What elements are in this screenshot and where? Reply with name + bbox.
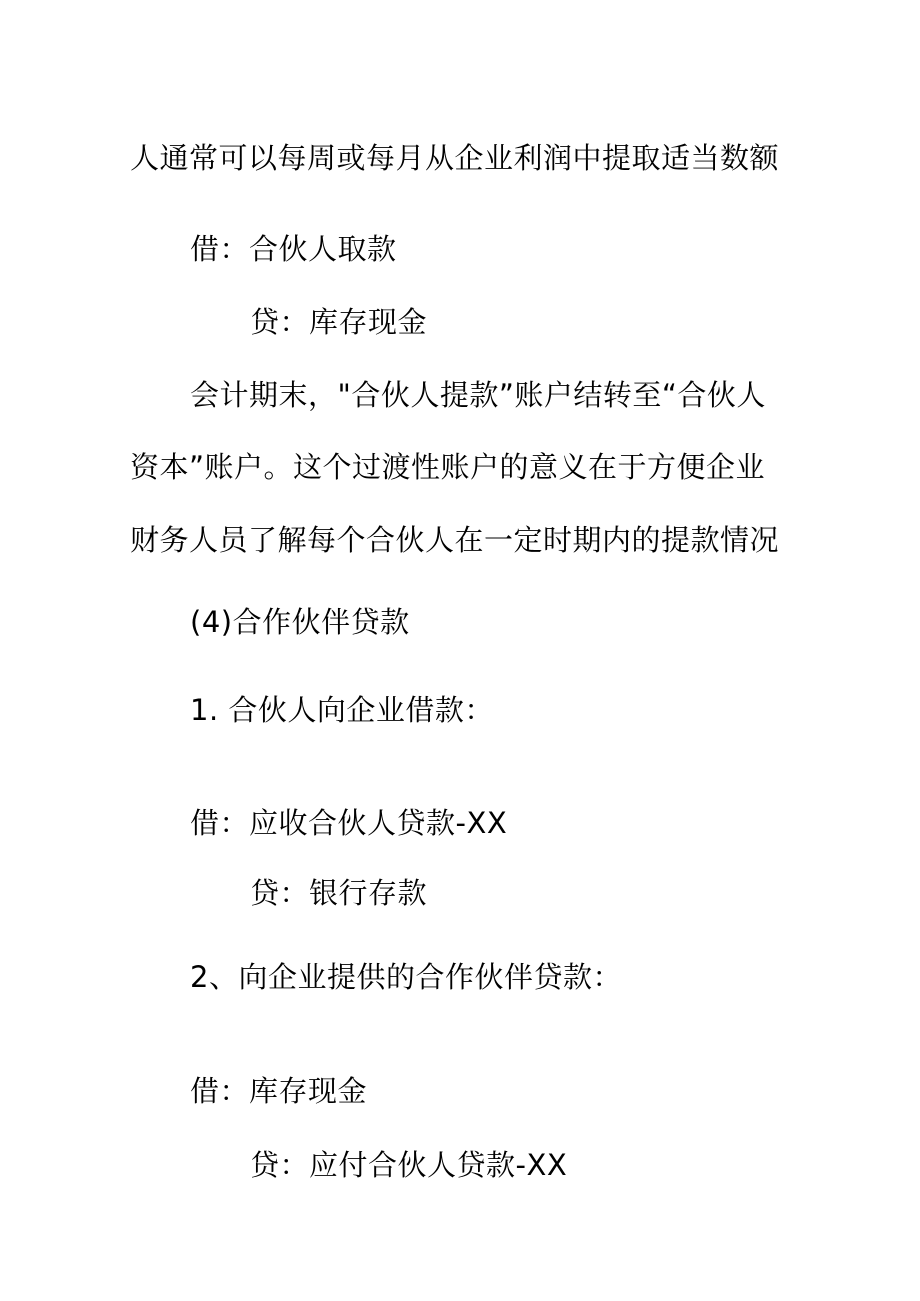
- subheading-item-2: 2、向企业提供的合作伙伴贷款：: [190, 960, 622, 994]
- debit-entry-cash-on-hand: 借：库存现金: [190, 1074, 368, 1108]
- paragraph-line-1: 人通常可以每周或每月从企业利润中提取适当数额: [130, 141, 780, 175]
- credit-entry-partner-loan-payable: 贷：应付合伙人贷款-XX: [250, 1148, 568, 1182]
- paragraph-line-3: 资本”账户。这个过渡性账户的意义在于方便企业: [130, 450, 766, 484]
- credit-entry-bank-deposit: 贷：银行存款: [250, 876, 428, 910]
- section-heading: (4)合作伙伴贷款: [190, 605, 410, 639]
- subheading-item-1: 1. 合伙人向企业借款：: [190, 693, 494, 727]
- credit-entry-cash-on-hand: 贷：库存现金: [250, 305, 428, 339]
- paragraph-line-2: 会计期末，"合伙人提款”账户结转至“合伙人: [190, 378, 766, 412]
- paragraph-line-4: 财务人员了解每个合伙人在一定时期内的提款情况: [130, 523, 780, 557]
- debit-entry-partner-loan-receivable: 借：应收合伙人贷款-XX: [190, 806, 508, 840]
- debit-entry-partner-withdrawal: 借：合伙人取款: [190, 232, 397, 266]
